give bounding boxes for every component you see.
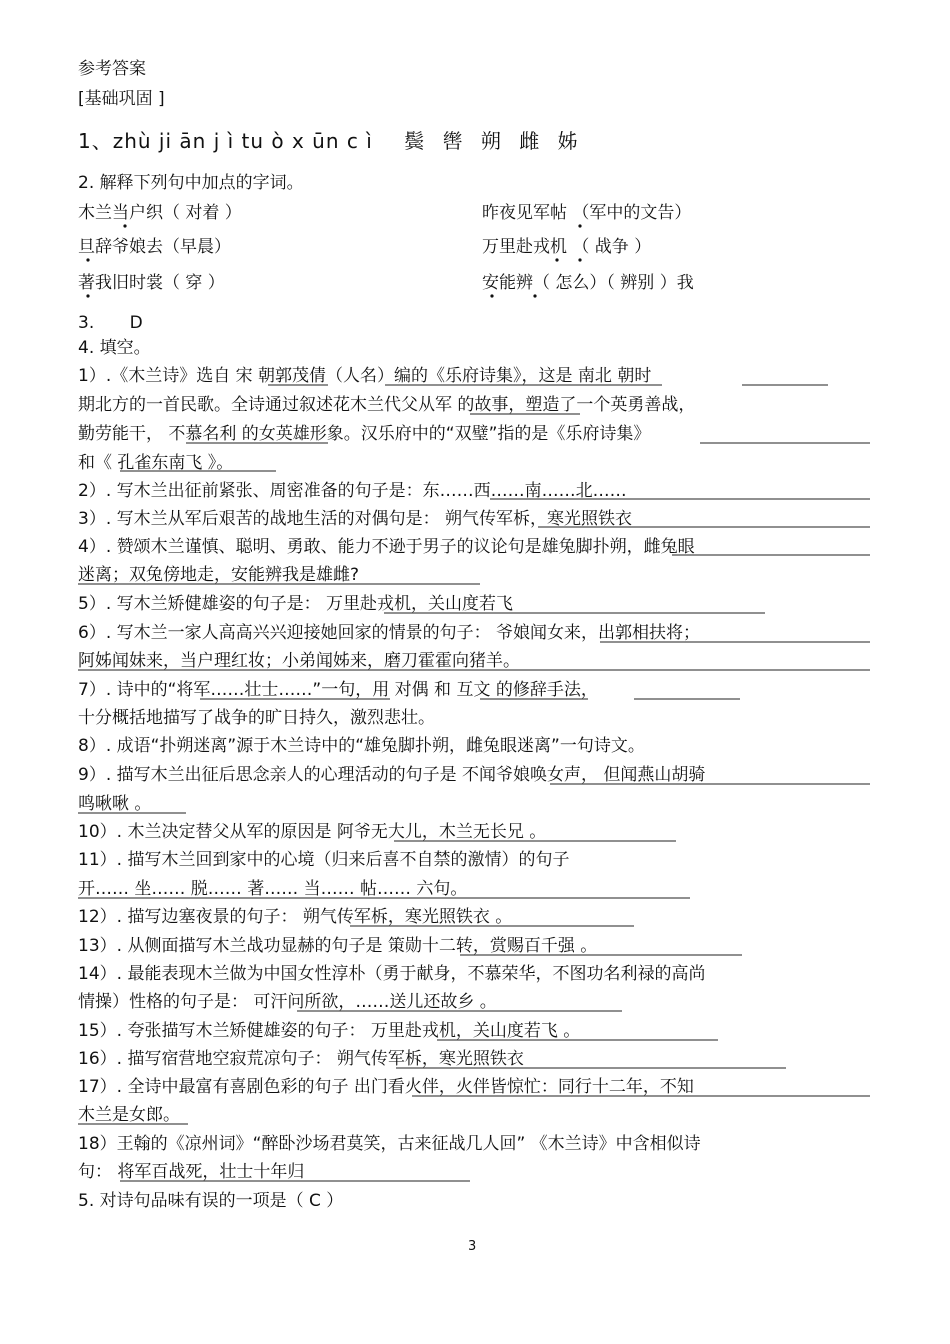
- q4-title: 4. 填空。: [78, 338, 151, 358]
- q4-line: 13）. 从侧面描写木兰战功显赫的句子是 策勋十二转，赏赐百千强 。: [78, 936, 598, 956]
- q4-line: 和《 孔雀东南飞 》。: [78, 453, 234, 473]
- q1-pinyin: 1、zhù ji ān j ì tu ò x ūn c ì: [78, 129, 373, 153]
- q5-line: 5. 对诗句品味有误的一项是（ C ）: [78, 1191, 344, 1211]
- q4-line: 木兰是女郎。: [78, 1105, 180, 1125]
- q4-line: 8）. 成语“扑朔迷离”源于木兰诗中的“雄兔脚扑朔，雌兔眼迷离”一句诗文。: [78, 736, 645, 756]
- q4-line: 11）. 描写木兰回到家中的心境（归来后喜不自禁的激情）的句子: [78, 850, 570, 870]
- q4-line: 3）. 写木兰从军后艰苦的战地生活的对偶句是： 朔气传军柝，寒光照铁衣: [78, 509, 633, 529]
- q4-line: 迷离；双兔傍地走，安能辨我是雄雌?: [78, 565, 360, 585]
- q4-line: 15）. 夸张描写木兰矫健雄姿的句子： 万里赴戎机，关山度若飞 。: [78, 1021, 581, 1041]
- q4-line: 1）.《木兰诗》选自 宋 朝郭茂倩（人名）编的《乐府诗集》，这是 南北 朝时: [78, 366, 652, 386]
- q4-line: 十分概括地描写了战争的旷日持久，激烈悲壮。: [78, 708, 435, 728]
- q4-line: 阿姊闻妹来，当户理红妆；小弟闻姊来，磨刀霍霍向猪羊。: [78, 651, 520, 671]
- q2-item: 昨夜见军帖 （军中的文告）: [482, 203, 692, 223]
- q2-item: 著我旧时裳（ 穿 ）: [78, 273, 225, 293]
- q2-item: 木兰当户织（ 对着 ）: [78, 203, 242, 223]
- q4-line: 5）. 写木兰矫健雄姿的句子是： 万里赴戎机，关山度若飞: [78, 594, 514, 614]
- q4-line: 句： 将军百战死，壮士十年归: [78, 1162, 305, 1182]
- q3-answer: D: [129, 313, 143, 333]
- q4-line: 勤劳能干， 不慕名利 的女英雄形象。汉乐府中的“双璧”指的是《乐府诗集》: [78, 424, 651, 444]
- q1-chars: 鬓 辔 朔 雌 姊: [404, 129, 584, 153]
- q4-line: 2）. 写木兰出征前紧张、周密准备的句子是：东……西……南……北……: [78, 481, 627, 501]
- answer-title: 参考答案: [78, 59, 146, 79]
- q3-label: 3.: [78, 313, 95, 333]
- q4-line: 开…… 坐…… 脱…… 著…… 当…… 帖…… 六句。: [78, 879, 468, 899]
- q4-line: 7）. 诗中的“将军……壮士……”一句，用 对偶 和 互文 的修辞手法，: [78, 680, 598, 700]
- q4-line: 16）. 描写宿营地空寂荒凉句子： 朔气传军柝，寒光照铁衣: [78, 1049, 524, 1069]
- q4-line: 6）. 写木兰一家人高高兴兴迎接她回家的情景的句子： 爷娘闻女来，出郭相扶将；: [78, 623, 701, 643]
- q4-line: 4）. 赞颂木兰谨慎、聪明、勇敢、能力不逊于男子的议论句是雄兔脚扑朔，雌兔眼: [78, 537, 695, 557]
- q4-line: 情操）性格的句子是： 可汗问所欲，……送儿还故乡 。: [78, 992, 497, 1012]
- q1-line: [78, 130, 584, 152]
- q4-line: 14）. 最能表现木兰做为中国女性淳朴（勇于献身，不慕荣华，不图功名利禄的高尚: [78, 964, 706, 984]
- q2-item: 旦辞爷娘去（早晨）: [78, 237, 231, 257]
- q2-item: 安能辨（ 怎么）（ 辨别 ）我: [482, 273, 694, 293]
- page-number: 3: [468, 1239, 477, 1254]
- q4-line: 鸣啾啾 。: [78, 794, 152, 814]
- section-label: [基础巩固 ]: [78, 89, 165, 109]
- q4-line: 期北方的一首民歌。全诗通过叙述花木兰代父从军 的故事，塑造了一个英勇善战，: [78, 395, 696, 415]
- q2-title: 2. 解释下列句中加点的字词。: [78, 173, 304, 193]
- q4-line: 10）. 木兰决定替父从军的原因是 阿爷无大儿，木兰无长兄 。: [78, 822, 547, 842]
- q4-line: 9）. 描写木兰出征后思念亲人的心理活动的句子是 不闻爷娘唤女声， 但闻燕山胡骑: [78, 765, 706, 785]
- q4-line: 17）. 全诗中最富有喜剧色彩的句子 出门看火伴，火伴皆惊忙：同行十二年，不知: [78, 1077, 694, 1097]
- q4-line: 12）. 描写边塞夜景的句子： 朔气传军柝，寒光照铁衣 。: [78, 907, 513, 927]
- q2-item: 万里赴戎机 （ 战争 ）: [482, 237, 652, 257]
- q4-line: 18）王翰的《凉州词》“醉卧沙场君莫笑，古来征战几人回” 《木兰诗》中含相似诗: [78, 1134, 701, 1154]
- q3-line: [78, 312, 143, 334]
